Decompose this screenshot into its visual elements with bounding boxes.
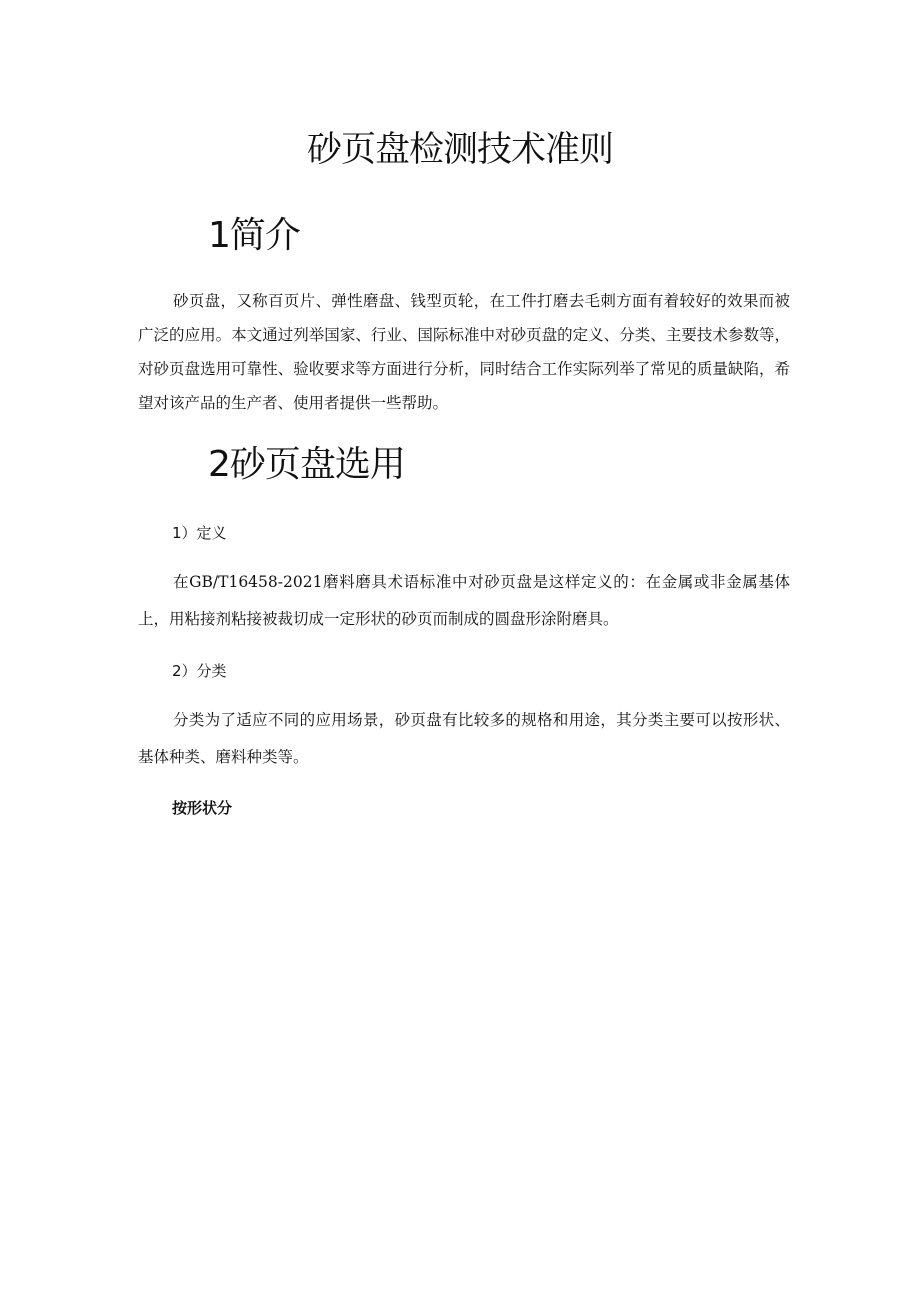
subsection-label-classification: 2）分类 bbox=[172, 662, 227, 680]
definition-paragraph: 在GB/T16458-2021磨料磨具术语标准中对砂页盘是这样定义的：在金属或非金属基体上，用粘接剂粘接被裁切成一定形状的砂页而制成的圆盘形涂附磨具。 bbox=[138, 573, 790, 628]
intro-paragraph: 砂页盘，又称百页片、弹性磨盘、钱型页轮，在工件打磨去毛刺方面有着较好的效果而被广泛的应用。本文通过列举国家、行业、国际标准中对砂页盘的定义、分类、主要技术参数等，对砂页盘选用可靠性、验收要求等方面进行分析，同时结合工作实际列举了常见的质量缺陷，希望对该产品的生产者、使用者提供一些帮助。 bbox=[138, 292, 790, 412]
section-heading-selection: 2砂页盘选用 bbox=[208, 444, 405, 485]
section-heading-intro: 1简介 bbox=[208, 215, 300, 256]
subsection-label-by-shape: 按形状分 bbox=[172, 799, 233, 817]
document-title: 砂页盘检测技术准则 bbox=[306, 130, 613, 170]
classification-paragraph: 分类为了适应不同的应用场景，砂页盘有比较多的规格和用途，其分类主要可以按形状、基体种类、磨料种类等。 bbox=[138, 711, 790, 766]
subsection-label-definition: 1）定义 bbox=[172, 524, 227, 542]
